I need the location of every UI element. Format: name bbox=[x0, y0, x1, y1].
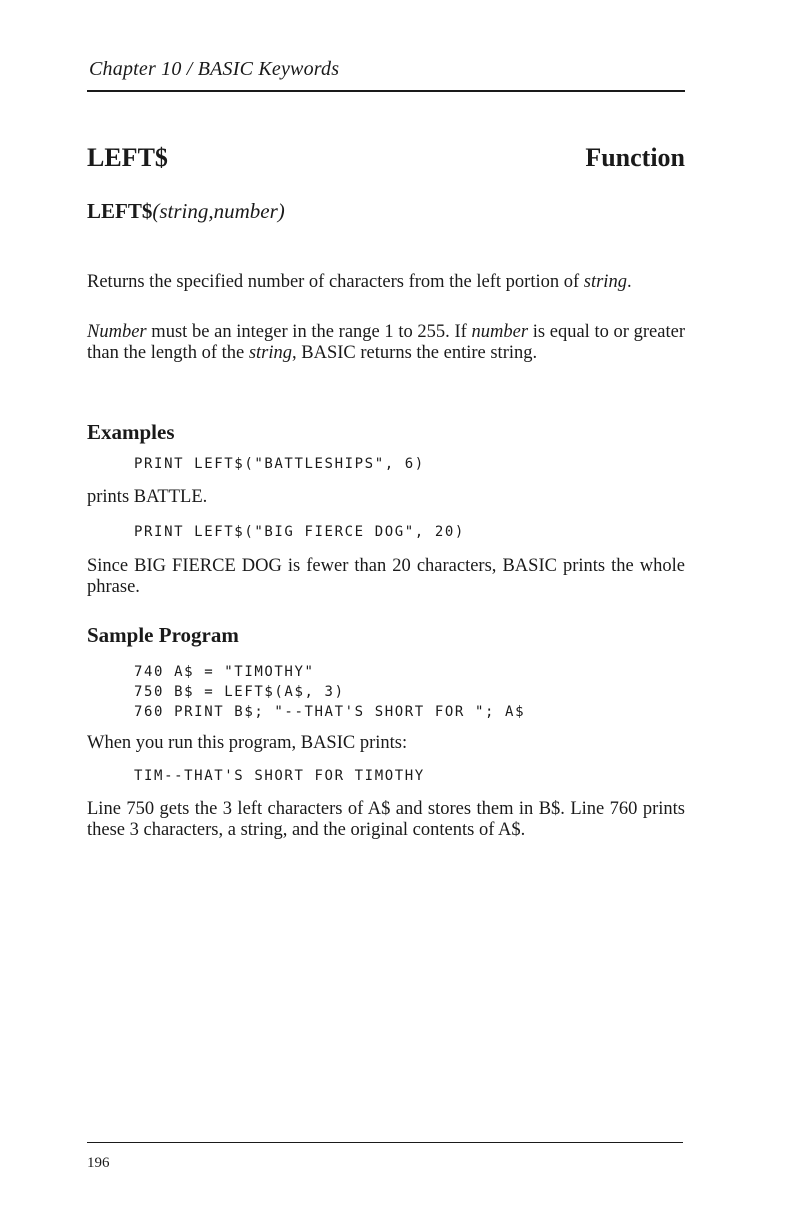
page bbox=[87, 0, 685, 1216]
run-intro-text: When you run this program, BASIC prints: bbox=[87, 733, 408, 753]
text-run-italic: string bbox=[583, 272, 627, 292]
text-run-italic: string bbox=[248, 343, 293, 363]
program-line: 760 PRINT B$; "--THAT'S SHORT FOR "; A$ bbox=[134, 704, 526, 720]
entry-title bbox=[87, 143, 685, 173]
syntax-line bbox=[87, 199, 285, 224]
text-run-italic: Number bbox=[87, 322, 147, 342]
sample-program-code bbox=[134, 662, 525, 722]
text-run: must be an integer in the range 1 to 255. If bbox=[146, 322, 472, 342]
explanation-paragraph: Line 750 gets the 3 left characters of A$ and stores them in B$. Line 760 prints these 3 characters, a string, and the original contents of A$. bbox=[87, 799, 685, 840]
text-run: , BASIC returns the entire string. bbox=[292, 343, 538, 363]
program-line: 750 B$ = LEFT$(A$, 3) bbox=[134, 684, 345, 700]
sample-program-heading: Sample Program bbox=[87, 623, 239, 647]
examples-heading: Examples bbox=[87, 420, 175, 444]
header-rule bbox=[87, 90, 685, 92]
example-text-2: Since BIG FIERCE DOG is fewer than 20 characters, BASIC prints the whole phrase. bbox=[87, 556, 685, 597]
description-paragraph-1 bbox=[87, 272, 685, 293]
syntax-keyword: LEFT$ bbox=[87, 199, 153, 223]
syntax-arguments: (string,number) bbox=[152, 199, 285, 223]
example-code-2: PRINT LEFT$("BIG FIERCE DOG", 20) bbox=[134, 524, 465, 540]
text-run: . bbox=[626, 272, 632, 292]
text-run-italic: number bbox=[471, 322, 529, 342]
footer-rule bbox=[87, 1142, 683, 1143]
running-head: Chapter 10 / BASIC Keywords bbox=[89, 58, 340, 80]
page-number: 196 bbox=[87, 1155, 110, 1171]
text-run: Returns the specified number of characters from the left portion of bbox=[87, 272, 584, 292]
program-output: TIM--THAT'S SHORT FOR TIMOTHY bbox=[134, 768, 425, 784]
description-paragraph-2 bbox=[87, 322, 685, 364]
text-run: is equal to or greater than the length of the bbox=[87, 322, 685, 363]
example-code-1: PRINT LEFT$("BATTLESHIPS", 6) bbox=[134, 456, 425, 472]
keyword-title: LEFT$ bbox=[87, 143, 168, 172]
keyword-category: Function bbox=[585, 143, 685, 172]
example-text-1: prints BATTLE. bbox=[87, 487, 208, 507]
program-line: 740 A$ = "TIMOTHY" bbox=[134, 664, 315, 680]
